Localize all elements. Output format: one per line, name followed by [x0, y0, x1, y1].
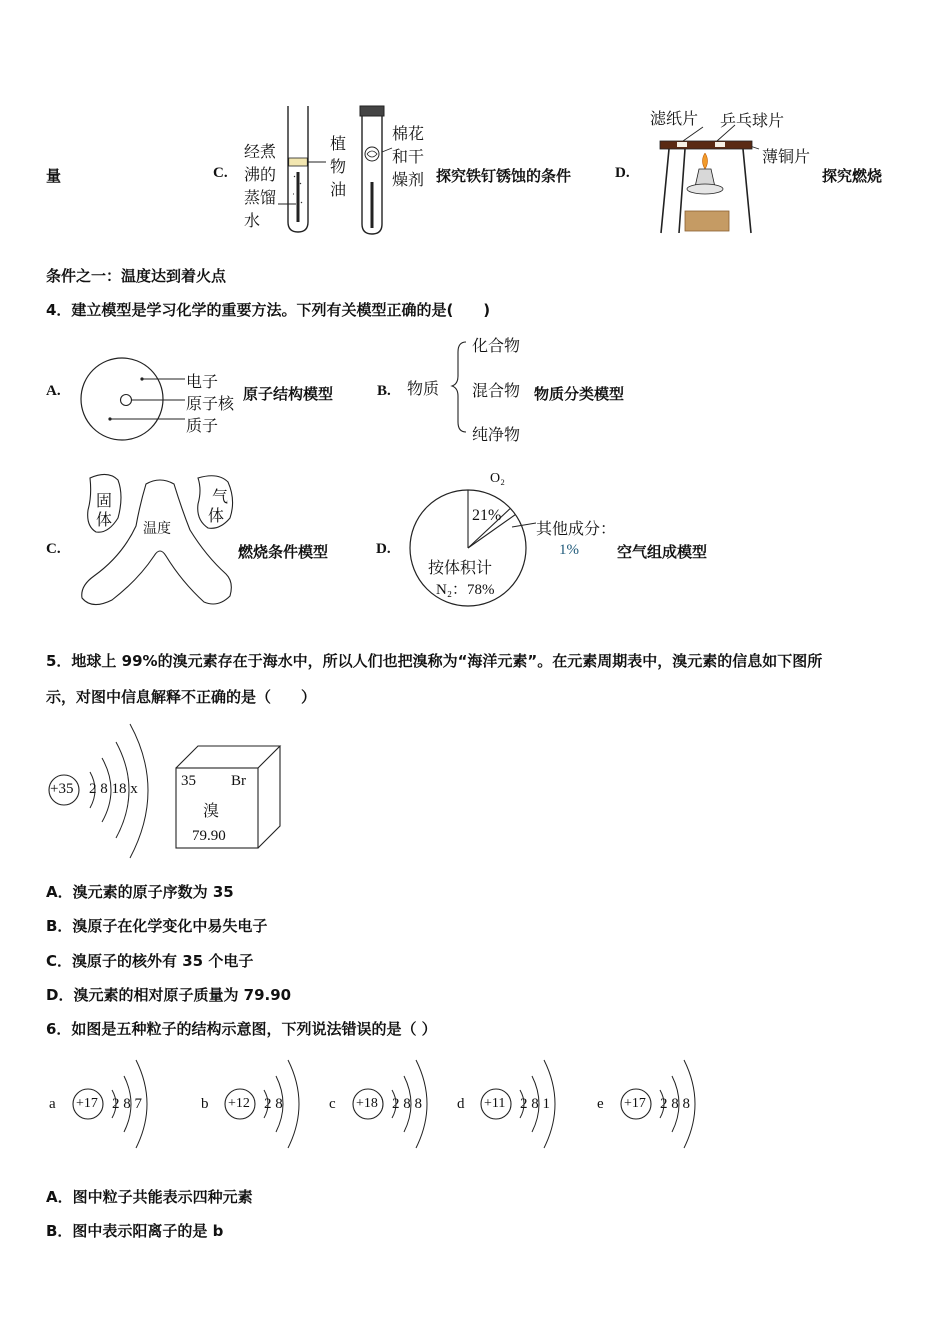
proton-label: 质子	[186, 416, 219, 435]
temperature-label: 温度	[143, 522, 171, 537]
particle-label: c	[329, 1096, 336, 1112]
particle-nucleus: +12	[228, 1096, 250, 1111]
particle-label: d	[457, 1096, 465, 1112]
compound-label: 化合物	[472, 336, 521, 355]
particle-electrons: 2 8	[264, 1096, 283, 1112]
electron-label: 电子	[186, 372, 219, 391]
oil-label: 植 物 油	[330, 134, 347, 199]
pingpong-label: 乒乓球片	[720, 111, 785, 130]
q5-stem-line2: 示，对图中信息解释不正确的是（ ）	[46, 688, 317, 706]
q3-option-d-letter: D.	[615, 165, 630, 181]
pie-volume-label: 按体积计	[428, 558, 493, 577]
q6-option-a: A．图中粒子共能表示四种元素	[46, 1188, 253, 1206]
particle-electrons: 2 8 8	[660, 1096, 690, 1112]
test-tube-water-oil	[282, 104, 322, 239]
q5-option-c: C．溴原子的核外有 35 个电子	[46, 952, 254, 970]
particle-label: b	[201, 1096, 209, 1112]
particle-label: e	[597, 1096, 604, 1112]
solid-label: 固 体	[96, 493, 113, 529]
bromine-nucleus: +35	[50, 781, 74, 797]
q4-option-d-letter: D.	[376, 541, 391, 557]
element-name: 溴	[203, 801, 220, 820]
particle-nucleus: +17	[76, 1096, 98, 1111]
q4-option-c-text: 燃烧条件模型	[238, 543, 329, 561]
filter-paper-label: 滤纸片	[650, 109, 699, 128]
copper-sheet-label: 薄铜片	[762, 147, 811, 166]
nucleus-label: 原子核	[186, 394, 235, 413]
particle-nucleus: +17	[624, 1096, 646, 1111]
pie-n2-label: N₂：78%	[436, 582, 495, 598]
q3-option-c-text: 探究铁钉锈蚀的条件	[436, 167, 572, 185]
pie-o2-label: O₂	[490, 471, 505, 486]
gas-label: 气 体	[208, 489, 229, 525]
particle-d	[454, 1046, 584, 1156]
particle-electrons: 2 8 7	[112, 1096, 142, 1112]
q3-option-d-continued: 条件之一：温度达到着火点	[46, 267, 227, 285]
burning-apparatus	[655, 125, 765, 240]
particle-nucleus: +11	[484, 1096, 506, 1111]
pure-substance-label: 纯净物	[472, 425, 521, 444]
element-symbol: Br	[231, 773, 246, 789]
q6-stem: 6．如图是五种粒子的结构示意图，下列说法错误的是（ ）	[46, 1020, 437, 1038]
element-number: 35	[181, 773, 196, 789]
q4-option-a-letter: A.	[46, 383, 61, 399]
q5-stem-line1: 5．地球上 99%的溴元素存在于海水中，所以人们也把溴称为“海洋元素”。在元素周期表中，溴元素的信息如下图所	[46, 652, 823, 670]
particle-e	[594, 1046, 724, 1156]
cotton-desiccant-label: 棉花 和干 燥剂	[392, 124, 425, 189]
q4-option-b-letter: B.	[377, 383, 391, 399]
q3-option-c-letter: C.	[213, 165, 228, 181]
atom-structure-model	[80, 357, 190, 441]
particle-electrons: 2 8 8	[392, 1096, 422, 1112]
pie-21-label: 21%	[472, 507, 502, 524]
q4-option-d-text: 空气组成模型	[617, 543, 708, 561]
q5-option-a: A．溴元素的原子序数为 35	[46, 883, 234, 901]
bromine-shells: 2 8 18 x	[89, 781, 138, 797]
q3-option-d-text: 探究燃烧	[822, 167, 883, 185]
classification-brace	[450, 340, 470, 436]
mixture-label: 混合物	[472, 381, 521, 400]
q4-option-a-text: 原子结构模型	[243, 385, 334, 403]
particle-nucleus: +18	[356, 1096, 378, 1111]
particle-b	[198, 1046, 328, 1156]
q5-option-b: B．溴原子在化学变化中易失电子	[46, 917, 268, 935]
q4-stem: 4．建立模型是学习化学的重要方法。下列有关模型正确的是( )	[46, 301, 491, 319]
q5-option-d: D．溴元素的相对原子质量为 79.90	[46, 986, 292, 1004]
pie-other-pct: 1%	[559, 542, 579, 558]
particle-c	[326, 1046, 456, 1156]
bromine-element-cell	[174, 744, 282, 850]
element-mass: 79.90	[192, 828, 226, 844]
particle-label: a	[49, 1096, 56, 1112]
particle-a	[46, 1046, 176, 1156]
q4-option-b-text: 物质分类模型	[534, 385, 625, 403]
boiled-water-label: 经煮 沸的 蒸馏 水	[244, 142, 277, 230]
particle-electrons: 2 8 1	[520, 1096, 550, 1112]
q6-option-b: B．图中表示阳离子的是 b	[46, 1222, 224, 1240]
q3-option-prefix: 量	[46, 167, 62, 185]
matter-label: 物质	[407, 379, 440, 398]
q4-option-c-letter: C.	[46, 541, 61, 557]
pie-other-label: 其他成分：	[536, 519, 617, 538]
